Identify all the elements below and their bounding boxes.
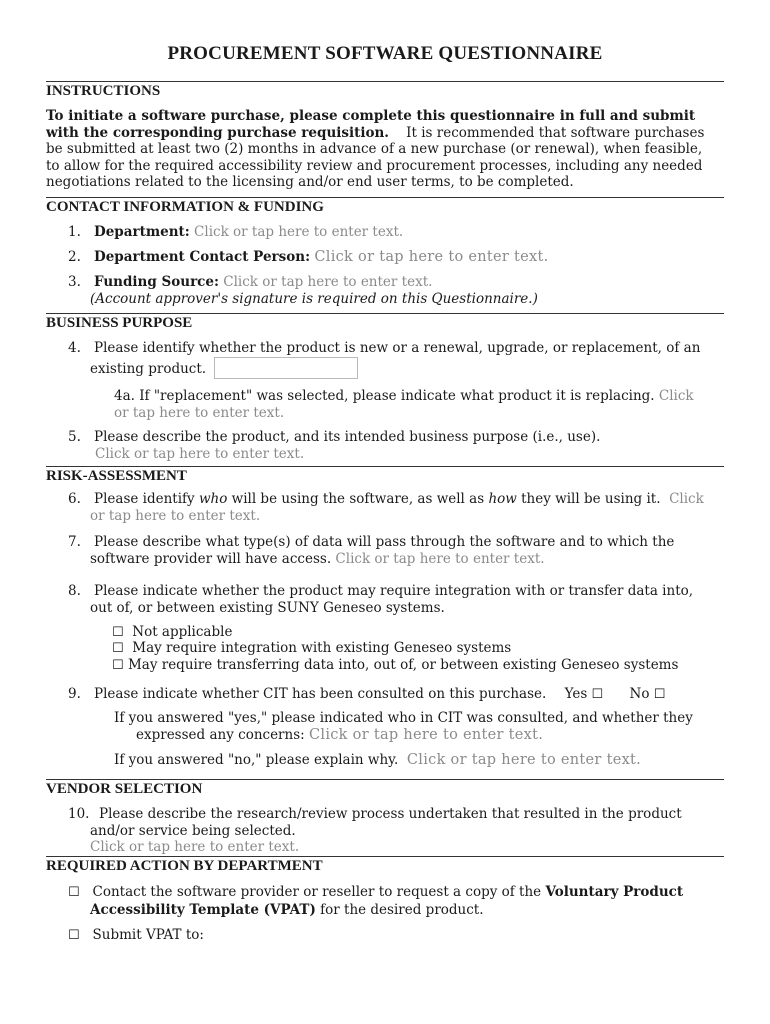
q4-line-1: Please identify whether the product is new or a renewal, upgrade, or replacement, of an: [94, 340, 701, 356]
software-users-field[interactable]: Click: [669, 491, 704, 507]
replacement-product-field-cont[interactable]: or tap here to enter text.: [114, 404, 285, 421]
section-contact: CONTACT INFORMATION & FUNDING: [46, 197, 724, 216]
question-1: [68, 224, 724, 241]
q8-option-3: [112, 657, 678, 675]
q9-line-1: Please indicate whether CIT has been consulted on this purchase.: [94, 686, 547, 702]
q4-number: 4.: [68, 340, 81, 356]
action-1-bold-1: Voluntary Product: [545, 884, 684, 900]
q3-label: Funding Source:: [94, 274, 219, 290]
contact-person-field[interactable]: Click or tap here to enter text.: [314, 249, 549, 265]
q9-if-no-text: If you answered "no," please explain why.: [114, 752, 399, 768]
q4a-text: 4a. If "replacement" was selected, please indicate what product it is replacing.: [114, 388, 655, 404]
product-type-field[interactable]: [214, 357, 358, 379]
q6-who: who: [198, 491, 228, 507]
question-9: [68, 686, 724, 704]
q9-if-yes: [114, 710, 724, 743]
action-1: [68, 884, 724, 918]
q7-number: 7.: [68, 534, 81, 550]
q6-pre: Please identify: [94, 491, 199, 507]
checkbox-not-applicable[interactable]: ☐: [112, 625, 124, 640]
q6-post: they will be using it.: [516, 491, 661, 507]
q1-number: 1.: [68, 224, 81, 240]
q9-yes-label: Yes: [564, 686, 588, 702]
question-10: [68, 806, 724, 856]
question-6: [68, 491, 724, 524]
q5-number: 5.: [68, 429, 81, 445]
question-5: [68, 429, 724, 462]
q9-if-yes-line-2: expressed any concerns:: [136, 726, 305, 743]
software-users-field-cont[interactable]: or tap here to enter text.: [90, 507, 261, 524]
instructions-rest-2: It is recommended that software purchases: [406, 124, 705, 141]
instructions-line-5: negotiations related to the licensing and/or end user terms, to be completed.: [46, 174, 574, 190]
funding-source-field[interactable]: Click or tap here to enter text.: [223, 274, 433, 290]
checkbox-submit-vpat[interactable]: ☐: [68, 928, 80, 943]
action-1-bold-2: Accessibility Template (VPAT): [90, 901, 316, 918]
action-1-post: for the desired product.: [315, 901, 484, 918]
q10-line-1: Please describe the research/review process undertaken that resulted in the product: [99, 806, 682, 822]
q8-number: 8.: [68, 583, 81, 599]
instructions-line-4: to allow for the required accessibility review and procurement processes, including any needed: [46, 157, 703, 174]
q6-how: how: [488, 491, 517, 507]
replacement-product-field[interactable]: Click: [658, 388, 694, 404]
question-4: [68, 340, 724, 379]
q8-line-2: out of, or between existing SUNY Geneseo systems.: [90, 599, 445, 616]
instructions-text: [46, 108, 724, 191]
q4-line-2: existing product.: [90, 360, 207, 377]
question-7: [68, 534, 724, 567]
section-vendor: VENDOR SELECTION: [46, 779, 724, 798]
instructions-line-3: be submitted at least two (2) months in advance of a new purchase (or renewal), when feasible,: [46, 141, 703, 157]
q2-number: 2.: [68, 249, 81, 265]
instructions-bold-1: To initiate a software purchase, please complete this questionnaire in full and submit: [46, 108, 696, 124]
cit-concerns-field[interactable]: Click or tap here to enter text.: [308, 726, 544, 743]
action-2-text: Submit VPAT to:: [92, 927, 204, 943]
review-process-field[interactable]: Click or tap here to enter text.: [90, 839, 300, 855]
instructions-bold-2: with the corresponding purchase requisition.: [46, 124, 389, 141]
q9-if-no: [114, 752, 724, 769]
q1-label: Department:: [94, 224, 190, 240]
q10-number: 10.: [68, 806, 90, 822]
section-instructions: INSTRUCTIONS: [46, 81, 724, 100]
action-1-text: Contact the software provider or reseller to request a copy of the: [92, 884, 546, 900]
q9-if-yes-line-1: If you answered "yes," please indicated who in CIT was consulted, and whether they: [114, 710, 693, 726]
q3-note: (Account approver's signature is required on this Questionnaire.): [90, 290, 538, 307]
q6-mid: will be using the software, as well as: [227, 491, 489, 507]
product-description-field[interactable]: Click or tap here to enter text.: [95, 445, 305, 462]
q8-option-1-label: Not applicable: [132, 624, 233, 640]
data-types-field[interactable]: Click or tap here to enter text.: [335, 550, 545, 567]
q6-number: 6.: [68, 491, 81, 507]
q7-line-2: software provider will have access.: [90, 550, 332, 567]
q10-line-2: and/or service being selected.: [90, 822, 296, 839]
checkbox-data-transfer[interactable]: ☐: [112, 658, 124, 673]
q2-label: Department Contact Person:: [94, 249, 311, 265]
page-title: PROCUREMENT SOFTWARE QUESTIONNAIRE: [167, 43, 603, 64]
q8-option-1: [112, 624, 232, 642]
checkbox-contact-provider[interactable]: ☐: [68, 885, 80, 900]
q8-option-2-label: May require integration with existing Geneseo systems: [132, 640, 512, 656]
q9-no-label: No: [629, 686, 650, 702]
checkbox-cit-no[interactable]: ☐: [653, 687, 666, 702]
department-field[interactable]: Click or tap here to enter text.: [194, 224, 404, 240]
q8-option-3-label: May require transferring data into, out of, or between existing Geneseo systems: [127, 657, 679, 673]
question-3: [68, 274, 724, 307]
checkbox-integration[interactable]: ☐: [112, 641, 124, 656]
section-required-action: REQUIRED ACTION BY DEPARTMENT: [46, 856, 724, 875]
q9-number: 9.: [68, 686, 81, 702]
q7-line-1: Please describe what type(s) of data will pass through the software and to which the: [94, 534, 675, 550]
question-8: [68, 583, 724, 616]
question-2: [68, 249, 724, 266]
q3-number: 3.: [68, 274, 81, 290]
question-4a: [114, 388, 724, 421]
cit-no-reason-field[interactable]: Click or tap here to enter text.: [406, 752, 642, 768]
q8-option-2: [112, 640, 511, 658]
section-risk: RISK-ASSESSMENT: [46, 466, 724, 485]
checkbox-cit-yes[interactable]: ☐: [591, 687, 604, 702]
section-business: BUSINESS PURPOSE: [46, 313, 724, 332]
q8-line-1: Please indicate whether the product may require integration with or transfer data into,: [94, 583, 694, 599]
q5-line-1: Please describe the product, and its intended business purpose (i.e., use).: [94, 429, 601, 445]
action-2: [68, 927, 724, 945]
